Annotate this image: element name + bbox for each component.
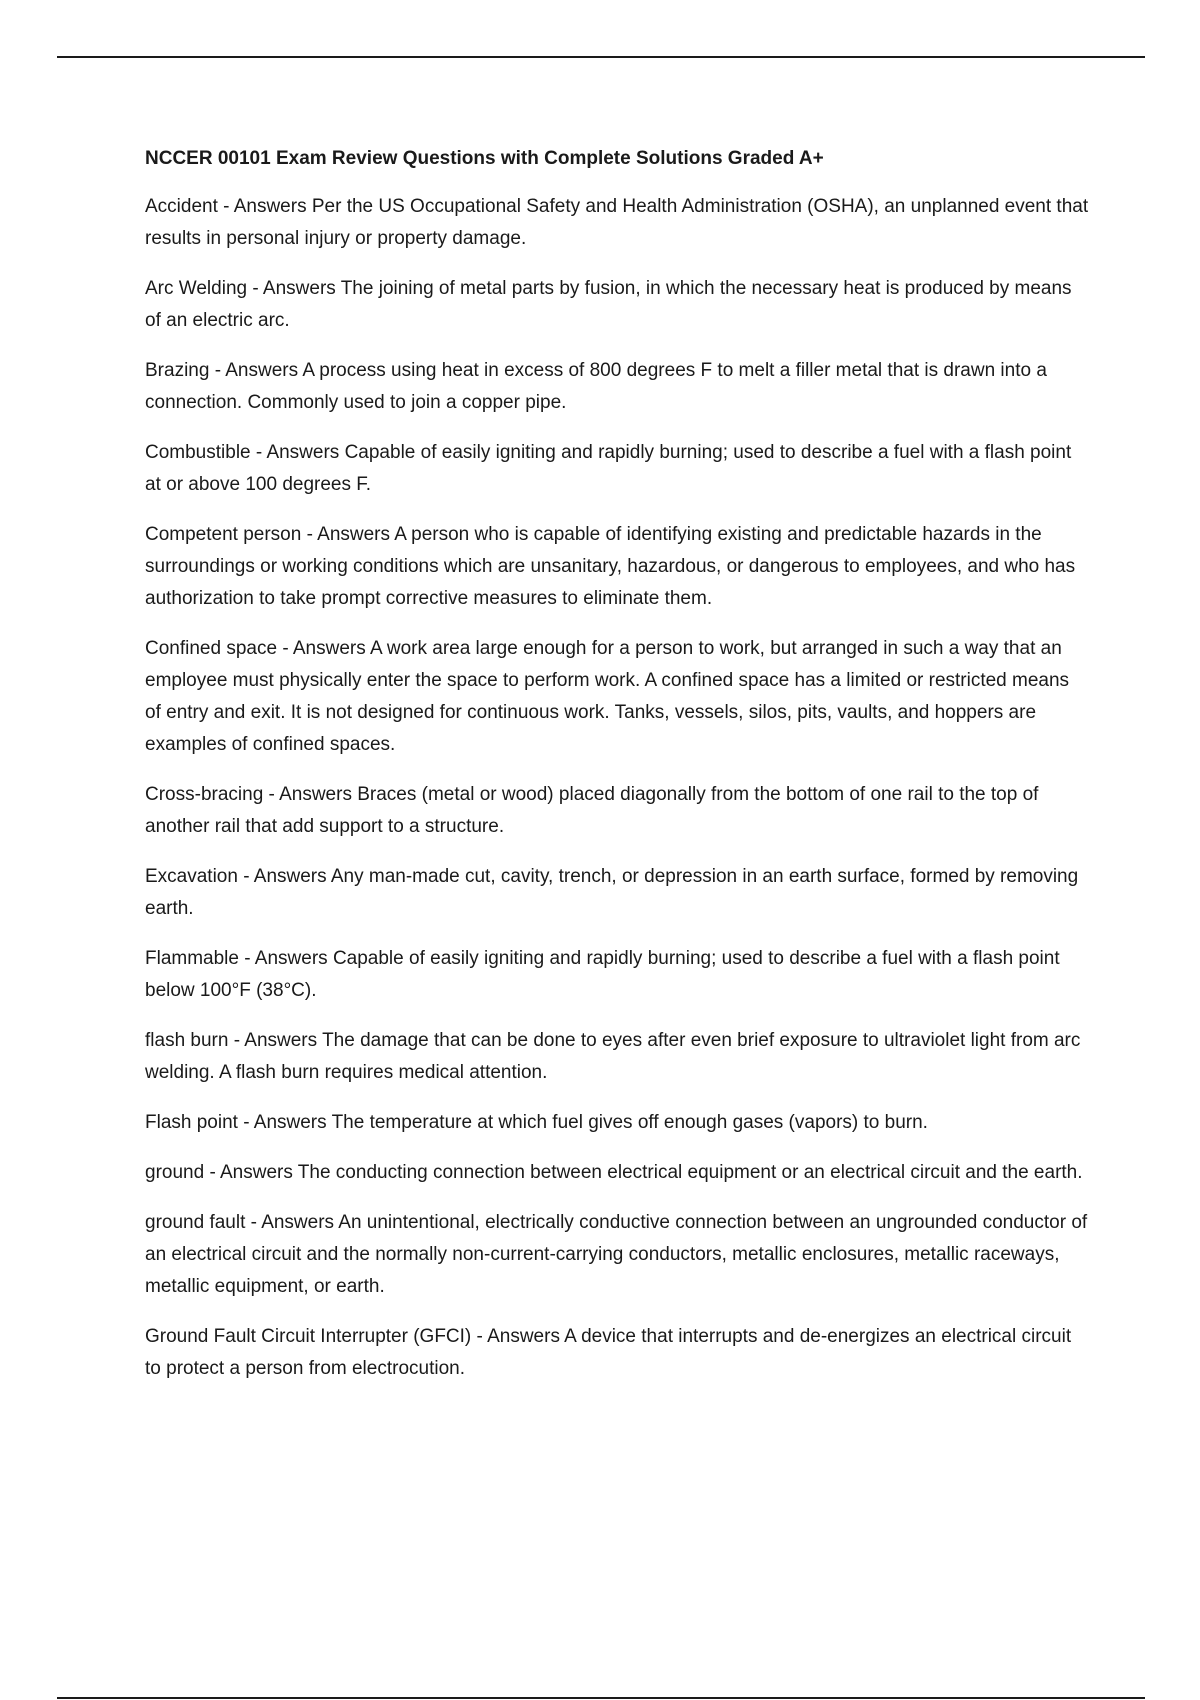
bottom-rule-divider — [57, 1697, 1145, 1699]
entry-brazing: Brazing - Answers A process using heat in excess of 800 degrees F to melt a filler metal that is drawn into a connection. Commonly used to join a copper pipe. — [145, 360, 1047, 413]
entry-flammable: Flammable - Answers Capable of easily igniting and rapidly burning; used to describe a fuel with a flash point below 100°F (38°C). — [145, 948, 1060, 1001]
entry-combustible: Combustible - Answers Capable of easily igniting and rapidly burning; used to describe a fuel with a flash point at or above 100 degrees F. — [145, 442, 1072, 495]
entry-flash-burn: flash burn - Answers The damage that can be done to eyes after even brief exposure to ultraviolet light from arc welding. A flash burn requires medical attention. — [145, 1030, 1081, 1083]
entry-accident: Accident - Answers Per the US Occupational Safety and Health Administration (OSHA), an unplanned event that results in personal injury or property damage. — [145, 196, 1089, 249]
entry-competent-person: Competent person - Answers A person who is capable of identifying existing and predictable hazards in the surroundings or working conditions which are unsanitary, hazardous, or dangerous to employees, and who has authorization to take prompt corrective measures to eliminate them. — [145, 524, 1076, 609]
entry-flash-point: Flash point - Answers The temperature at which fuel gives off enough gases (vapors) to burn. — [145, 1112, 928, 1133]
document-title: NCCER 00101 Exam Review Questions with Complete Solutions Graded A+ — [145, 148, 824, 169]
document-content — [145, 143, 1090, 1403]
entry-arc-welding: Arc Welding - Answers The joining of metal parts by fusion, in which the necessary heat is produced by means of an electric arc. — [145, 278, 1072, 331]
entry-cross-bracing: Cross-bracing - Answers Braces (metal or wood) placed diagonally from the bottom of one rail to the top of another rail that add support to a structure. — [145, 784, 1039, 837]
entry-gfci: Ground Fault Circuit Interrupter (GFCI) - Answers A device that interrupts and de-energizes an electrical circuit to protect a person from electrocution. — [145, 1326, 1072, 1379]
entry-ground-fault: ground fault - Answers An unintentional, electrically conductive connection between an ungrounded conductor of an electrical circuit and the normally non-current-carrying conductors, metallic enclosures, metallic raceways, metallic equipment, or earth. — [145, 1212, 1088, 1297]
entry-confined-space: Confined space - Answers A work area large enough for a person to work, but arranged in such a way that an employee must physically enter the space to perform work. A confined space has a limited or restricted means of entry and exit. It is not designed for continuous work. Tanks, vessels, silos, pits, vaults, and hoppers are examples of confined spaces. — [145, 638, 1070, 755]
top-rule-divider — [57, 56, 1145, 58]
entry-excavation: Excavation - Answers Any man-made cut, cavity, trench, or depression in an earth surface, formed by removing earth. — [145, 866, 1079, 919]
entry-ground: ground - Answers The conducting connection between electrical equipment or an electrical circuit and the earth. — [145, 1162, 1083, 1183]
